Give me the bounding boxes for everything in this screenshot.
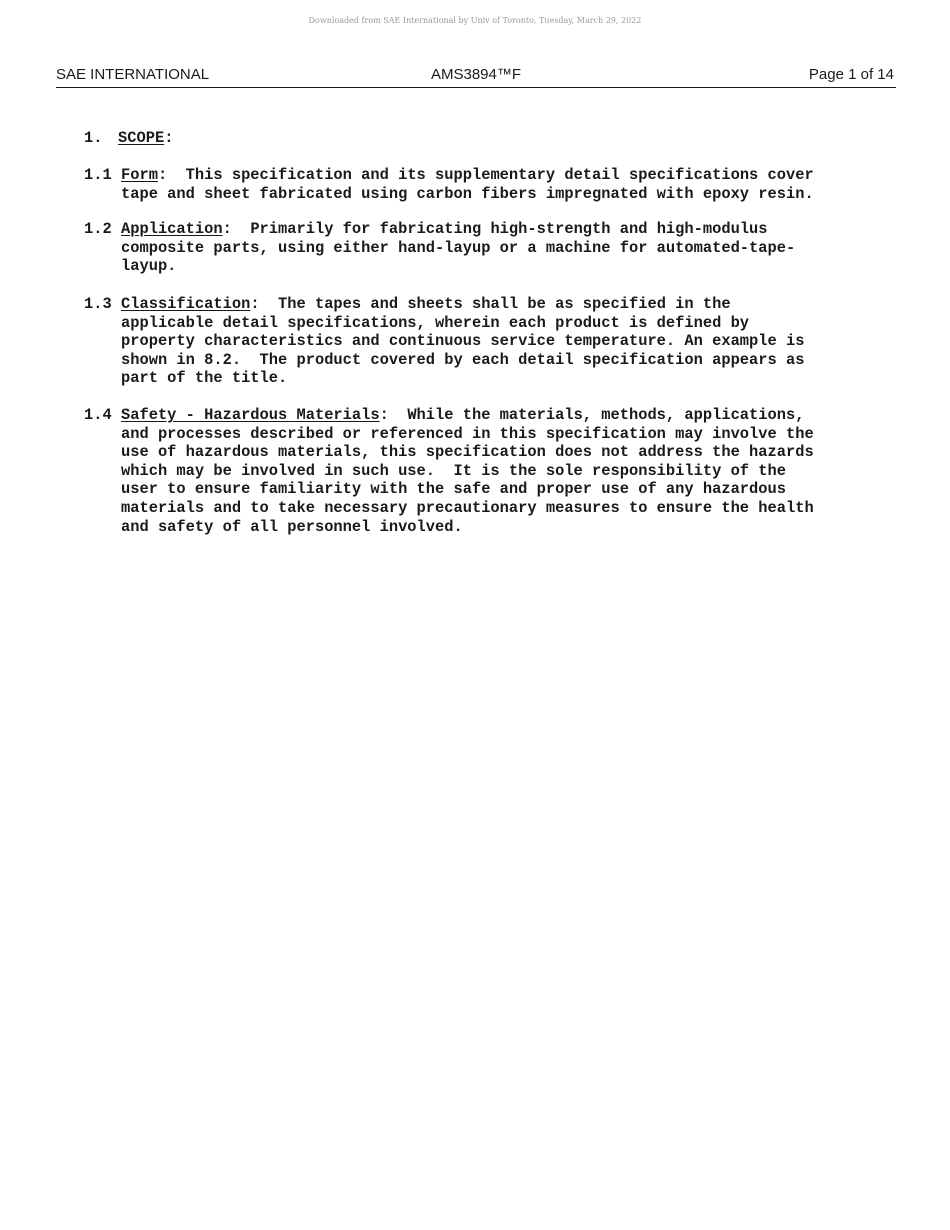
scope-heading: [84, 129, 173, 148]
section-number: 1.3: [84, 295, 112, 313]
header-org: SAE INTERNATIONAL: [56, 66, 210, 83]
section-line: : The tapes and sheets shall be as specified in the: [250, 295, 731, 313]
section-line: shown in 8.2. The product covered by each detail specification appears as: [121, 350, 805, 369]
scope-number: 1.: [84, 129, 103, 147]
download-watermark: Downloaded from SAE International by Univ of Toronto, Tuesday, March 29, 2022: [308, 16, 642, 25]
section-number: 1.4: [84, 406, 112, 424]
section-line: : Primarily for fabricating high-strength and high-modulus: [222, 220, 768, 238]
section-line: composite parts, using either hand-layup or a machine for automated-tape-: [121, 238, 796, 257]
section-number: 1.1: [84, 166, 112, 184]
section-line: : While the materials, methods, applications,: [379, 406, 805, 424]
section-line: use of hazardous materials, this specification does not address the hazards: [121, 443, 814, 462]
section-line: tape and sheet fabricated using carbon fibers impregnated with epoxy resin.: [121, 184, 814, 203]
section-title: Classification: [121, 295, 251, 313]
header-page-number: Page 1 of 14: [808, 66, 894, 83]
section-title: Form: [121, 166, 158, 184]
scope-suffix: :: [164, 129, 174, 147]
page-header: [56, 66, 896, 88]
section-line: materials and to take necessary precautionary measures to ensure the health: [121, 498, 814, 517]
section-1-2: [84, 220, 884, 276]
section-line: layup.: [121, 257, 177, 276]
section-1-1: [84, 166, 884, 203]
section-line: which may be involved in such use. It is the sole responsibility of the: [121, 461, 786, 480]
section-line: part of the title.: [121, 369, 288, 388]
section-line: user to ensure familiarity with the safe and proper use of any hazardous: [121, 480, 786, 499]
section-1-4: [84, 406, 884, 536]
section-number: 1.2: [84, 220, 112, 238]
section-1-3: [84, 295, 884, 388]
section-line: applicable detail specifications, wherein each product is defined by: [121, 313, 750, 332]
section-title: Application: [121, 220, 223, 238]
section-line: and safety of all personnel involved.: [121, 517, 463, 536]
section-title: Safety - Hazardous Materials: [121, 406, 380, 424]
section-line: property characteristics and continuous service temperature. An example is: [121, 332, 805, 351]
header-doc-id: AMS3894™F: [430, 66, 522, 83]
section-line: : This specification and its supplementary detail specifications cover: [157, 166, 814, 184]
scope-title: SCOPE: [118, 129, 165, 147]
section-line: and processes described or referenced in this specification may involve the: [121, 424, 814, 443]
